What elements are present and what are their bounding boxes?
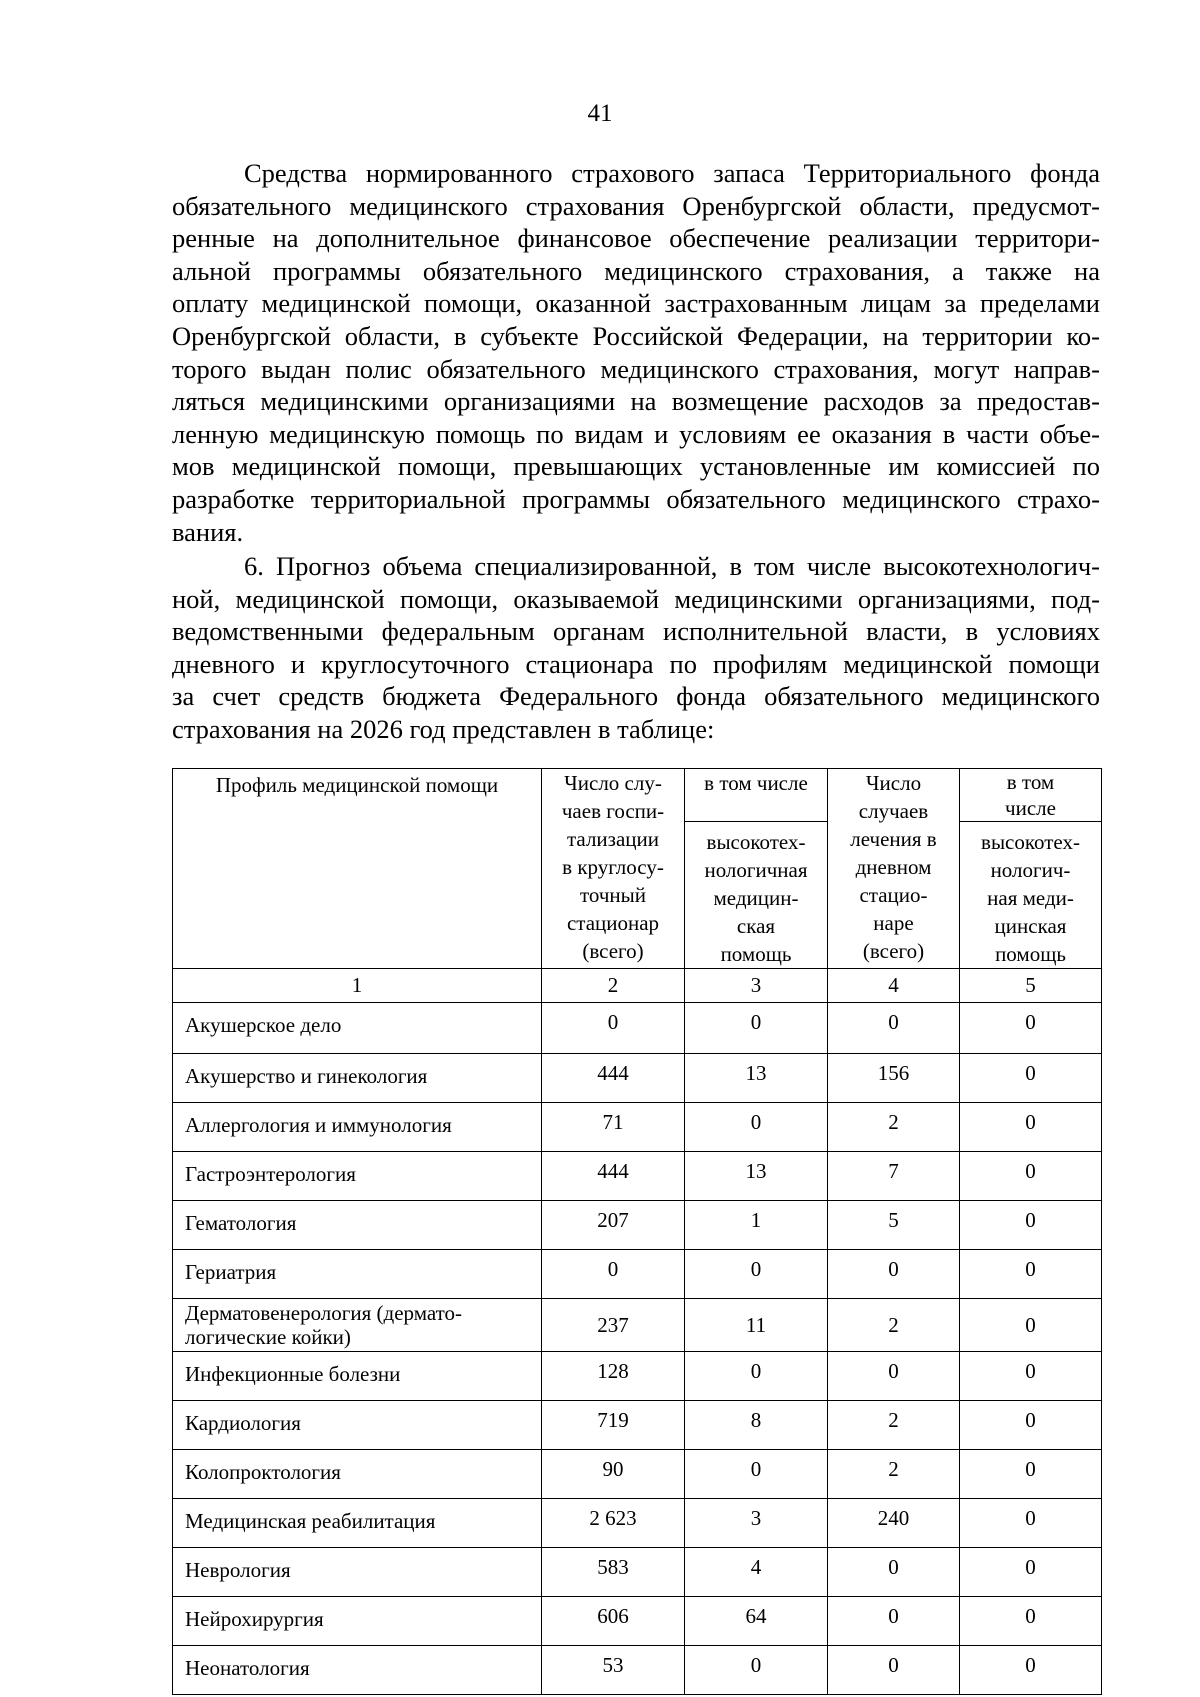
day-high-tech: 0: [960, 1401, 1102, 1450]
profile-name: Гематология: [173, 1201, 542, 1250]
text-line: за счет средств бюджета Федерального фонда обязательного медицинского: [172, 681, 1100, 712]
day-high-tech: 0: [960, 1201, 1102, 1250]
table-row: [173, 1003, 1102, 1054]
day-high-tech: 0: [960, 1003, 1102, 1054]
day-total: 240: [828, 1499, 960, 1548]
hosp-total: 0: [542, 1250, 685, 1299]
hosp-high-tech: 0: [685, 1103, 828, 1152]
table-row: [173, 1201, 1102, 1250]
text-line: ведомственными федеральным органам исполнительной власти, в условиях: [172, 616, 1100, 647]
hosp-high-tech: 0: [685, 1352, 828, 1401]
hosp-high-tech: 3: [685, 1499, 828, 1548]
hosp-high-tech: 0: [685, 1646, 828, 1695]
hosp-total: 0: [542, 1003, 685, 1054]
profile-name: Дерматовенерология (дермато- логические койки): [173, 1299, 542, 1352]
column-number: 3: [685, 969, 828, 1003]
profile-name: Аллергология и иммунология: [173, 1103, 542, 1152]
medical-care-forecast-table: [172, 768, 1102, 1695]
table-row: [173, 1597, 1102, 1646]
table-row: [173, 1054, 1102, 1103]
day-total: 156: [828, 1054, 960, 1103]
hosp-high-tech: 8: [685, 1401, 828, 1450]
column-number: 5: [960, 969, 1102, 1003]
table-row: [173, 1450, 1102, 1499]
hosp-high-tech: 13: [685, 1152, 828, 1201]
profile-name: Акушерское дело: [173, 1003, 542, 1054]
text-line: торого выдан полис обязательного медицинского страхования, могут направ-: [172, 353, 1100, 384]
day-high-tech: 0: [960, 1499, 1102, 1548]
header-including-1: в том числе: [685, 769, 828, 822]
day-high-tech: 0: [960, 1299, 1102, 1352]
text-line: 6. Прогноз объема специализированной, в том числе высокотехнологич-: [244, 551, 1100, 581]
text-line: альной программы обязательного медицинского страхования, а также на: [172, 255, 1100, 286]
header-high-tech-day: высокотех- нологич- ная меди- цинская помощь: [960, 822, 1102, 969]
table-row: [173, 1646, 1102, 1695]
hosp-total: 53: [542, 1646, 685, 1695]
hosp-total: 128: [542, 1352, 685, 1401]
profile-name: Гастроэнтерология: [173, 1152, 542, 1201]
table-row: [173, 1499, 1102, 1548]
day-high-tech: 0: [960, 1597, 1102, 1646]
hosp-high-tech: 0: [685, 1450, 828, 1499]
column-number: 2: [542, 969, 685, 1003]
text-line: ной, медицинской помощи, оказываемой медицинскими организациями, под-: [172, 583, 1100, 614]
hosp-high-tech: 64: [685, 1597, 828, 1646]
day-total: 0: [828, 1646, 960, 1695]
profile-name: Нейрохирургия: [173, 1597, 542, 1646]
profile-name: Колопроктология: [173, 1450, 542, 1499]
column-numbers-row: [173, 969, 1102, 1003]
hosp-total: 2 623: [542, 1499, 685, 1548]
hosp-total: 237: [542, 1299, 685, 1352]
header-day-hospital-total: Число случаев лечения в дневном стацио- наре (всего): [828, 769, 960, 969]
text-line: оплату медицинской помощи, оказанной застрахованным лицам за пределами: [172, 288, 1100, 319]
profile-name: Медицинская реабилитация: [173, 1499, 542, 1548]
text-line: Оренбургской области, в субъекте Российской Федерации, на территории ко-: [172, 320, 1100, 351]
hosp-high-tech: 0: [685, 1003, 828, 1054]
text-line: разработке территориальной программы обязательного медицинского страхо-: [172, 483, 1100, 514]
text-line: ленную медицинскую помощь по видам и условиям ее оказания в части объе-: [172, 418, 1100, 449]
profile-name: Неонатология: [173, 1646, 542, 1695]
day-total: 0: [828, 1352, 960, 1401]
profile-name: Акушерство и гинекология: [173, 1054, 542, 1103]
header-high-tech-hospital: высокотех- нологичная медицин- ская помощь: [685, 822, 828, 969]
header-profile: Профиль медицинской помощи: [173, 769, 542, 969]
text-line: Средства нормированного страхового запаса Территориального фонда: [244, 158, 1100, 188]
day-high-tech: 0: [960, 1450, 1102, 1499]
hosp-total: 444: [542, 1152, 685, 1201]
text-line: мов медицинской помощи, превышающих установленные им комиссией по: [172, 451, 1100, 482]
day-total: 2: [828, 1450, 960, 1499]
hosp-high-tech: 0: [685, 1250, 828, 1299]
day-total: 2: [828, 1299, 960, 1352]
hosp-high-tech: 1: [685, 1201, 828, 1250]
table-row: [173, 1250, 1102, 1299]
table-row: [173, 1401, 1102, 1450]
profile-name: Инфекционные болезни: [173, 1352, 542, 1401]
hosp-high-tech: 13: [685, 1054, 828, 1103]
hosp-total: 606: [542, 1597, 685, 1646]
hosp-total: 444: [542, 1054, 685, 1103]
table-row: [173, 1152, 1102, 1201]
day-high-tech: 0: [960, 1548, 1102, 1597]
paragraph-reserve-funds: [172, 157, 1100, 548]
hosp-total: 90: [542, 1450, 685, 1499]
day-total: 2: [828, 1401, 960, 1450]
table-row: [173, 1548, 1102, 1597]
day-total: 0: [828, 1548, 960, 1597]
day-high-tech: 0: [960, 1352, 1102, 1401]
text-line: дневного и круглосуточного стационара по профилям медицинской помощи: [172, 648, 1100, 679]
paragraph-forecast: [172, 550, 1100, 746]
hosp-high-tech: 11: [685, 1299, 828, 1352]
day-total: 0: [828, 1003, 960, 1054]
profile-name: Кардиология: [173, 1401, 542, 1450]
hosp-total: 583: [542, 1548, 685, 1597]
profile-name: Неврология: [173, 1548, 542, 1597]
day-total: 0: [828, 1597, 960, 1646]
day-total: 0: [828, 1250, 960, 1299]
text-line: ляться медицинскими организациями на возмещение расходов за предостав-: [172, 386, 1100, 417]
header-hospitalization-total: Число слу- чаев госпи- тализации в круглосу- точный стационар (всего): [542, 769, 685, 969]
text-line: вания.: [172, 516, 244, 547]
hosp-total: 719: [542, 1401, 685, 1450]
hosp-total: 207: [542, 1201, 685, 1250]
column-number: 4: [828, 969, 960, 1003]
header-including-2: в том числе: [960, 769, 1102, 822]
hosp-total: 71: [542, 1103, 685, 1152]
day-total: 5: [828, 1201, 960, 1250]
text-line: обязательного медицинского страхования Оренбургской области, предусмот-: [172, 190, 1100, 221]
table-row: [173, 1103, 1102, 1152]
day-total: 7: [828, 1152, 960, 1201]
day-high-tech: 0: [960, 1646, 1102, 1695]
day-high-tech: 0: [960, 1103, 1102, 1152]
day-high-tech: 0: [960, 1152, 1102, 1201]
profile-name: Гериатрия: [173, 1250, 542, 1299]
table-row: [173, 1352, 1102, 1401]
day-high-tech: 0: [960, 1054, 1102, 1103]
table-row: [173, 1299, 1102, 1352]
page-number: 41: [587, 100, 613, 127]
day-high-tech: 0: [960, 1250, 1102, 1299]
hosp-high-tech: 4: [685, 1548, 828, 1597]
day-total: 2: [828, 1103, 960, 1152]
text-line: страхования на 2026 год представлен в таблице:: [172, 713, 715, 744]
column-number: 1: [173, 969, 542, 1003]
text-line: ренные на дополнительное финансовое обеспечение реализации территори-: [172, 223, 1100, 254]
